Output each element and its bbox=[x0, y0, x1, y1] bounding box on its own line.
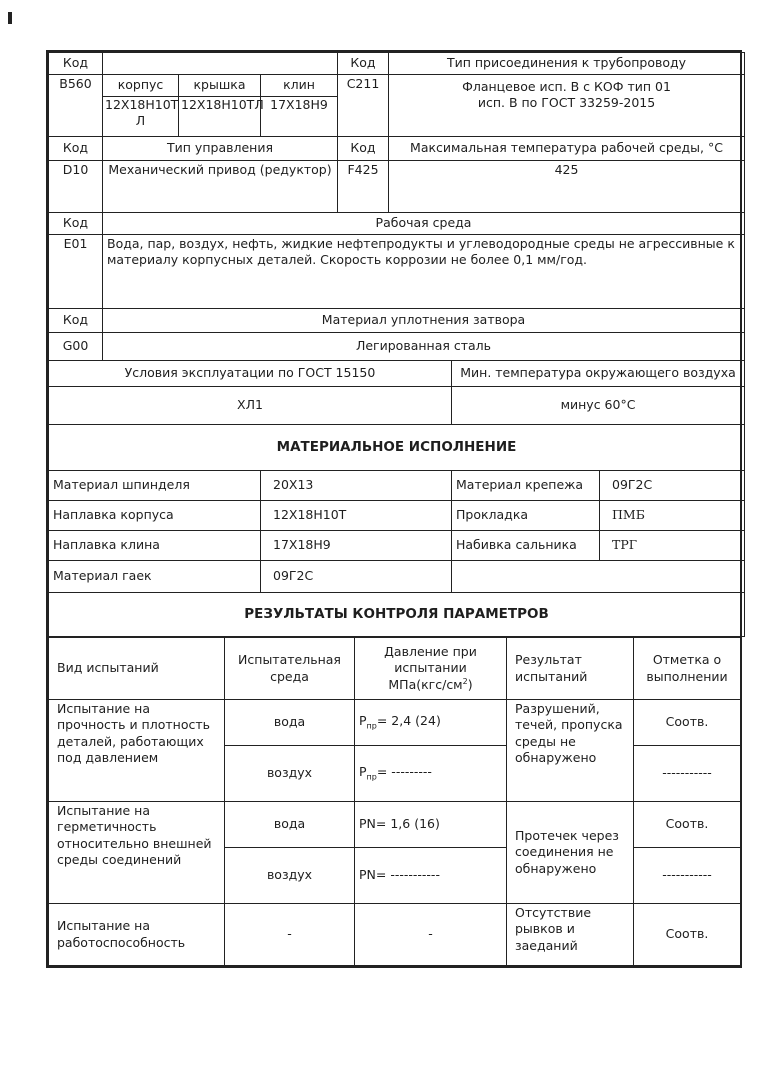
col-medium-header: Испытательная среда bbox=[225, 638, 355, 700]
climate-label: Условия эксплуатации по ГОСТ 15150 bbox=[49, 361, 452, 387]
code-label: Код bbox=[338, 137, 389, 161]
wedge-label: клин bbox=[261, 75, 338, 97]
code-label: Код bbox=[49, 213, 103, 235]
material-label: Прокладка bbox=[452, 501, 600, 531]
material-label: Набивка сальника bbox=[452, 531, 600, 561]
tightness-water-mark: Соотв. bbox=[634, 802, 741, 848]
strength-water-medium: вода bbox=[225, 700, 355, 746]
medium-value: Вода, пар, воздух, нефть, жидкие нефтепродукты и углеводородные среды не агрессивные к материалу корпусных деталей. Скорость коррозии не более 0,1 мм/год. bbox=[103, 235, 745, 309]
tightness-water-medium: вода bbox=[225, 802, 355, 848]
code-label: Код bbox=[49, 53, 103, 75]
material-value: 09Г2С bbox=[261, 561, 452, 593]
code-label: Код bbox=[338, 53, 389, 75]
strength-air-medium: воздух bbox=[225, 746, 355, 802]
results-table bbox=[48, 637, 741, 966]
medium-label: Рабочая среда bbox=[103, 213, 745, 235]
col-pressure-header bbox=[355, 638, 507, 700]
pressure-header-line2: $МПа(кгс/см^2)$ bbox=[388, 676, 473, 692]
min-temp-label: Мин. температура окружающего воздуха bbox=[452, 361, 745, 387]
strength-result: Разрушений, течей, пропуска среды не обнаружено bbox=[507, 700, 634, 802]
tightness-result: Протечек через соединения не обнаружено bbox=[507, 802, 634, 904]
operability-mark: Соотв. bbox=[634, 904, 741, 966]
col-mark-header: Отметка о выполнении bbox=[634, 638, 741, 700]
medium-code: E01 bbox=[49, 235, 103, 309]
strength-test-name: Испытание на прочность и плотность деталей, работающих под давлением bbox=[49, 700, 225, 802]
operability-medium: - bbox=[225, 904, 355, 966]
material-value: ТРГ bbox=[600, 531, 745, 561]
seal-label: Материал уплотнения затвора bbox=[103, 309, 745, 333]
cover-value: 12Х18Н10ТЛ bbox=[179, 97, 261, 137]
blank-cell bbox=[103, 53, 338, 75]
seal-value: Легированная сталь bbox=[103, 333, 745, 361]
material-label: Материал крепежа bbox=[452, 471, 600, 501]
seal-code: G00 bbox=[49, 333, 103, 361]
col-test-header: Вид испытаний bbox=[49, 638, 225, 700]
max-temp-value: 425 bbox=[389, 161, 745, 213]
operability-test-name: Испытание на работоспособность bbox=[49, 904, 225, 966]
control-type-label: Тип управления bbox=[103, 137, 338, 161]
tightness-air-mark: ----------- bbox=[634, 848, 741, 904]
control-type-value: Механический привод (редуктор) bbox=[103, 161, 338, 213]
connection-code: C211 bbox=[338, 75, 389, 137]
connection-value: Фланцевое исп. В с КОФ тип 01 исп. В по ГОСТ 33259-2015 bbox=[389, 75, 745, 137]
pressure-header-line1: Давление при испытании bbox=[384, 644, 477, 676]
material-code: B560 bbox=[49, 75, 103, 137]
material-label: Материал гаек bbox=[49, 561, 261, 593]
code-label: Код bbox=[49, 137, 103, 161]
material-value: 12Х18Н10Т bbox=[261, 501, 452, 531]
tightness-air-pressure: PN= ----------- bbox=[355, 848, 507, 904]
strength-air-pressure: $Р_{пр}=$ --------- bbox=[355, 746, 507, 802]
passport-table bbox=[48, 52, 745, 637]
results-section-title: РЕЗУЛЬТАТЫ КОНТРОЛЯ ПАРАМЕТРОВ bbox=[49, 593, 745, 637]
temp-code: F425 bbox=[338, 161, 389, 213]
cover-label: крышка bbox=[179, 75, 261, 97]
material-label: Материал шпинделя bbox=[49, 471, 261, 501]
material-value: 09Г2С bbox=[600, 471, 745, 501]
wedge-value: 17Х18Н9 bbox=[261, 97, 338, 137]
operability-result: Отсутствие рывков и заеданий bbox=[507, 904, 634, 966]
climate-value: ХЛ1 bbox=[49, 387, 452, 425]
material-label: Наплавка клина bbox=[49, 531, 261, 561]
material-value: ПМБ bbox=[600, 501, 745, 531]
control-code: D10 bbox=[49, 161, 103, 213]
tightness-test-name: Испытание на герметичность относительно внешней среды соединений bbox=[49, 802, 225, 904]
tightness-air-medium: воздух bbox=[225, 848, 355, 904]
col-result-header: Результат испытаний bbox=[507, 638, 634, 700]
tightness-water-pressure: PN= 1,6 (16) bbox=[355, 802, 507, 848]
strength-water-pressure: $Р_{пр}= 2,4$ (24) bbox=[355, 700, 507, 746]
blank-cell bbox=[452, 561, 745, 593]
strength-water-mark: Соотв. bbox=[634, 700, 741, 746]
material-value: 20Х13 bbox=[261, 471, 452, 501]
material-section-title: МАТЕРИАЛЬНОЕ ИСПОЛНЕНИЕ bbox=[49, 425, 745, 471]
material-label: Наплавка корпуса bbox=[49, 501, 261, 531]
operability-pressure: - bbox=[355, 904, 507, 966]
scan-mark bbox=[8, 12, 12, 24]
passport-document bbox=[46, 50, 742, 968]
strength-air-mark: ----------- bbox=[634, 746, 741, 802]
code-label: Код bbox=[49, 309, 103, 333]
connection-label: Тип присоединения к трубопроводу bbox=[389, 53, 745, 75]
material-value: 17Х18Н9 bbox=[261, 531, 452, 561]
body-value: 12Х18Н10Т Л bbox=[103, 97, 179, 137]
max-temp-label: Максимальная температура рабочей среды, °С bbox=[389, 137, 745, 161]
min-temp-value: минус 60°С bbox=[452, 387, 745, 425]
body-label: корпус bbox=[103, 75, 179, 97]
